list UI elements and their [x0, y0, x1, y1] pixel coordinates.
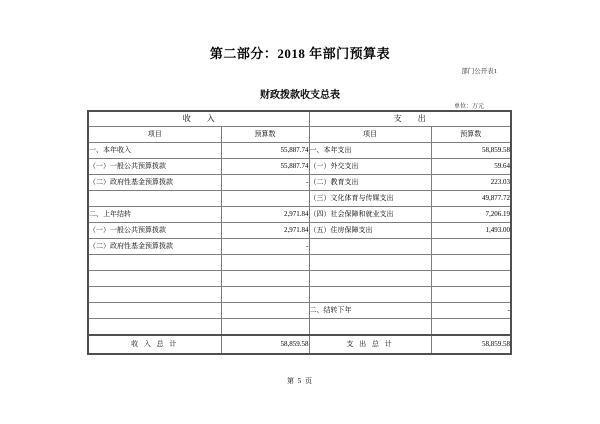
- income-item-cell: （一）一般公共预算拨款: [88, 159, 221, 175]
- income-value-cell: -: [221, 175, 309, 191]
- expense-item-column-header: 项目: [309, 127, 431, 143]
- income-item-cell: [88, 271, 221, 287]
- column-header-row: [88, 127, 511, 143]
- expense-value-cell: [431, 255, 511, 271]
- table-row: [88, 175, 511, 191]
- expense-item-cell: 一、本年支出: [309, 143, 431, 159]
- expense-item-cell: （二）教育支出: [309, 175, 431, 191]
- budget-table-body: [88, 143, 511, 336]
- income-item-column-header: 项目: [88, 127, 221, 143]
- table-row: [88, 207, 511, 223]
- expense-item-cell: （三）文化体育与传媒支出: [309, 191, 431, 207]
- income-item-cell: （二）政府性基金预算拨款: [88, 239, 221, 255]
- income-section-header: 收 入: [88, 111, 309, 127]
- expense-value-cell: [431, 319, 511, 336]
- expense-value-cell: [431, 271, 511, 287]
- income-total-value: 58,859.58: [221, 335, 309, 354]
- total-row: [88, 335, 511, 354]
- page-title: 第二部分：2018 年部门预算表: [209, 46, 391, 61]
- table-row: [88, 143, 511, 159]
- expense-value-cell: [431, 239, 511, 255]
- expense-total-label: 支 出 总 计: [309, 335, 431, 354]
- expense-value-cell: 1,493.00: [431, 223, 511, 239]
- income-value-cell: [221, 255, 309, 271]
- expense-item-cell: [309, 271, 431, 287]
- expense-item-cell: [309, 319, 431, 336]
- table-row: [88, 239, 511, 255]
- expense-item-cell: （一）外交支出: [309, 159, 431, 175]
- expense-budget-column-header: 预算数: [431, 127, 511, 143]
- table-row: [88, 255, 511, 271]
- expense-total-value: 58,859.58: [431, 335, 511, 354]
- income-value-cell: -: [221, 239, 309, 255]
- table-row: [88, 319, 511, 336]
- expense-item-cell: （四）社会保障和就业支出: [309, 207, 431, 223]
- income-value-cell: [221, 303, 309, 319]
- table-index-label: 部门公开表1: [461, 68, 497, 75]
- expense-item-cell: [309, 239, 431, 255]
- income-item-cell: [88, 319, 221, 336]
- table-row: [88, 191, 511, 207]
- expense-item-cell: [309, 287, 431, 303]
- expenditure-section-header: 支 出: [309, 111, 511, 127]
- table-title: 财政拨款收支总表: [260, 90, 340, 101]
- expense-item-cell: 二、结转下年: [309, 303, 431, 319]
- expense-item-cell: [309, 255, 431, 271]
- income-item-cell: [88, 191, 221, 207]
- expense-value-cell: -: [431, 303, 511, 319]
- table-row: [88, 271, 511, 287]
- expense-value-cell: [431, 287, 511, 303]
- income-budget-column-header: 预算数: [221, 127, 309, 143]
- income-value-cell: 2,971.84: [221, 223, 309, 239]
- table-row: [88, 303, 511, 319]
- income-item-cell: （一）一般公共预算拨款: [88, 223, 221, 239]
- table-row: [88, 287, 511, 303]
- income-item-cell: [88, 255, 221, 271]
- income-value-cell: [221, 191, 309, 207]
- income-item-cell: 一、本年收入: [88, 143, 221, 159]
- expense-item-cell: （五）住房保障支出: [309, 223, 431, 239]
- income-item-cell: （二）政府性基金预算拨款: [88, 175, 221, 191]
- income-value-cell: 55,887.74: [221, 159, 309, 175]
- expense-value-cell: 49,877.72: [431, 191, 511, 207]
- income-value-cell: 2,971.84: [221, 207, 309, 223]
- group-header-row: [88, 111, 511, 127]
- expense-value-cell: 7,206.19: [431, 207, 511, 223]
- expense-value-cell: 58,859.58: [431, 143, 511, 159]
- income-item-cell: 二、上年结转: [88, 207, 221, 223]
- income-value-cell: 55,887.74: [221, 143, 309, 159]
- budget-table: [87, 110, 512, 355]
- income-total-label: 收 入 总 计: [88, 335, 221, 354]
- income-value-cell: [221, 271, 309, 287]
- income-value-cell: [221, 287, 309, 303]
- unit-note: 单位：万元: [453, 104, 484, 110]
- income-value-cell: [221, 319, 309, 336]
- expense-value-cell: 59.64: [431, 159, 511, 175]
- table-row: [88, 159, 511, 175]
- page-number: 第 5 页: [287, 377, 313, 385]
- table-row: [88, 223, 511, 239]
- expense-value-cell: 223.03: [431, 175, 511, 191]
- income-item-cell: [88, 287, 221, 303]
- income-item-cell: [88, 303, 221, 319]
